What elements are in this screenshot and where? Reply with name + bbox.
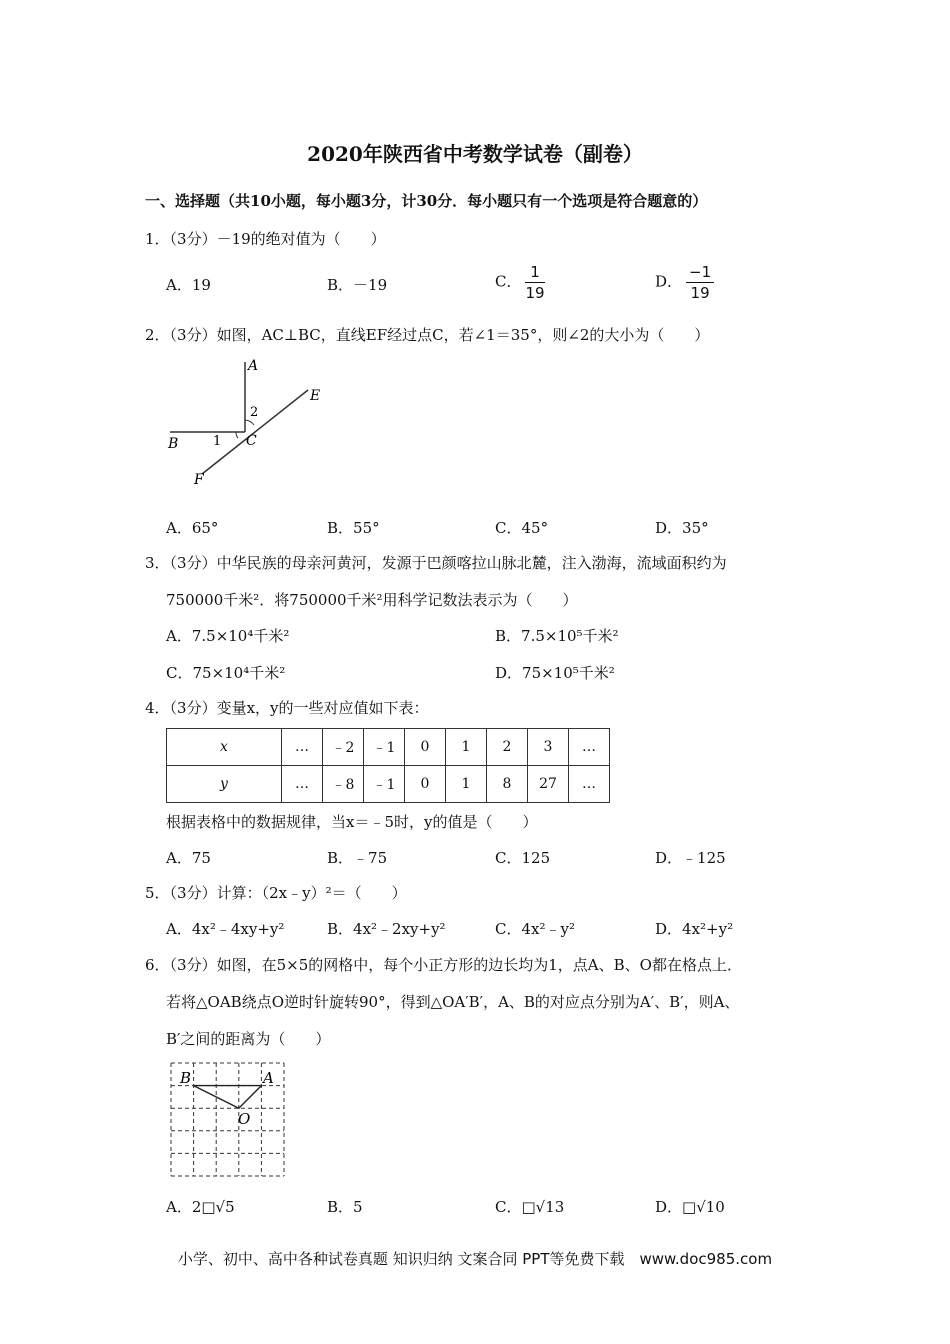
label-angle-1: 1 — [213, 434, 222, 449]
fraction-numerator: −1 — [686, 262, 714, 283]
question-4-option-b: B．﹣75 — [327, 849, 388, 867]
fraction — [525, 262, 544, 303]
label-f: F — [194, 472, 204, 488]
value-table — [166, 728, 610, 803]
footer-text: 小学、初中、高中各种试卷真题 知识归纳 文案合同 PPT等免费下载 www.doc985.com — [177, 1250, 773, 1268]
question-6-option-c: C．□√13 — [495, 1198, 565, 1216]
question-6-stem-line-3: B′之间的距离为（ ） — [166, 1030, 331, 1048]
table-cell: 8 — [487, 766, 528, 803]
table-cell: … — [282, 766, 323, 803]
fraction-numerator: 1 — [525, 262, 544, 283]
question-4-option-a: A．75 — [166, 849, 211, 867]
question-3-option-d: D．75×10⁵千米² — [495, 664, 615, 682]
label-e: E — [310, 388, 321, 404]
table-cell: ﹣1 — [364, 729, 405, 766]
question-3-stem-line-1: 3．（3分）中华民族的母亲河黄河，发源于巴颜喀拉山脉北麓，注入渤海，流域面积约为 — [145, 554, 727, 572]
option-c-label: C． — [495, 272, 522, 291]
fraction-denominator: 19 — [525, 284, 545, 302]
question-2-stem: 2．（3分）如图，AC⊥BC，直线EF经过点C，若∠1＝35°，则∠2的大小为（ ） — [145, 326, 710, 344]
question-1-option-d — [655, 262, 714, 303]
question-5-option-c: C．4x²﹣y² — [495, 920, 575, 938]
angle-2-arc — [245, 420, 254, 425]
table-cell: 0 — [405, 766, 446, 803]
fraction — [686, 262, 714, 303]
question-5-option-b: B．4x²﹣2xy+y² — [327, 920, 446, 938]
question-1-option-b: B．－19 — [327, 276, 388, 294]
question-5-option-a: A．4x²﹣4xy+y² — [166, 920, 285, 938]
label-b: B — [180, 1069, 192, 1087]
table-cell: … — [282, 729, 323, 766]
table-cell: ﹣2 — [323, 729, 364, 766]
question-6-grid-figure — [166, 1058, 291, 1183]
question-1-option-a: A．19 — [166, 276, 211, 294]
label-a: A — [248, 358, 259, 374]
question-1-stem: 1．（3分）－19的绝对值为（ ） — [145, 230, 386, 248]
question-2-option-b: B．55° — [327, 519, 380, 537]
question-2-option-c: C．45° — [495, 519, 549, 537]
table-cell: 2 — [487, 729, 528, 766]
label-angle-2: 2 — [250, 405, 259, 420]
question-5-stem: 5．（3分）计算：（2x﹣y）²＝（ ） — [145, 884, 407, 902]
question-6-option-d: D．□√10 — [655, 1198, 725, 1216]
question-4-stem: 4．（3分）变量x，y的一些对应值如下表： — [145, 699, 429, 717]
question-6-stem-line-1: 6．（3分）如图，在5×5的网格中，每个小正方形的边长均为1，点A、B、O都在格点上． — [145, 956, 742, 974]
fraction-denominator: 19 — [690, 284, 710, 302]
table-cell: 27 — [528, 766, 569, 803]
question-4-option-c: C．125 — [495, 849, 551, 867]
table-header-y: y — [167, 766, 282, 803]
table-cell: 1 — [446, 766, 487, 803]
table-header-x: x — [167, 729, 282, 766]
angle-1-arc — [236, 432, 238, 438]
question-2-option-a: A．65° — [166, 519, 219, 537]
question-3-option-b: B．7.5×10⁵千米² — [495, 627, 619, 645]
question-2-option-d: D．35° — [655, 519, 709, 537]
label-c: C — [246, 433, 257, 449]
table-row-y — [167, 766, 610, 803]
question-3-stem-line-2: 750000千米²．将750000千米²用科学记数法表示为（ ） — [166, 591, 578, 609]
table-cell: 1 — [446, 729, 487, 766]
question-5-option-d: D．4x²+y² — [655, 920, 734, 938]
option-d-label: D． — [655, 272, 683, 291]
table-row-x — [167, 729, 610, 766]
label-o: O — [238, 1110, 251, 1128]
question-6-option-a: A．2□√5 — [166, 1198, 235, 1216]
question-2-figure — [160, 350, 340, 490]
question-3-option-c: C．75×10⁴千米² — [166, 664, 286, 682]
label-a: A — [263, 1069, 274, 1087]
question-4-option-d: D．﹣125 — [655, 849, 726, 867]
question-1-option-c — [495, 262, 545, 303]
question-6-option-b: B．5 — [327, 1198, 363, 1216]
table-cell: … — [569, 729, 610, 766]
question-4-question: 根据表格中的数据规律，当x＝﹣5时，y的值是（ ） — [166, 813, 538, 831]
label-b: B — [168, 436, 179, 452]
section-heading: 一、选择题（共10小题，每小题3分，计30分．每小题只有一个选项是符合题意的） — [145, 192, 708, 210]
triangle-oab — [194, 1086, 262, 1109]
table-cell: … — [569, 766, 610, 803]
table-cell: 3 — [528, 729, 569, 766]
page-title: 2020年陕西省中考数学试卷（副卷） — [307, 142, 643, 166]
table-cell: ﹣8 — [323, 766, 364, 803]
table-cell: ﹣1 — [364, 766, 405, 803]
question-6-stem-line-2: 若将△OAB绕点O逆时针旋转90°，得到△OA′B′，A、B的对应点分别为A′、B′，则A、 — [166, 993, 740, 1011]
table-cell: 0 — [405, 729, 446, 766]
question-3-option-a: A．7.5×10⁴千米² — [166, 627, 290, 645]
